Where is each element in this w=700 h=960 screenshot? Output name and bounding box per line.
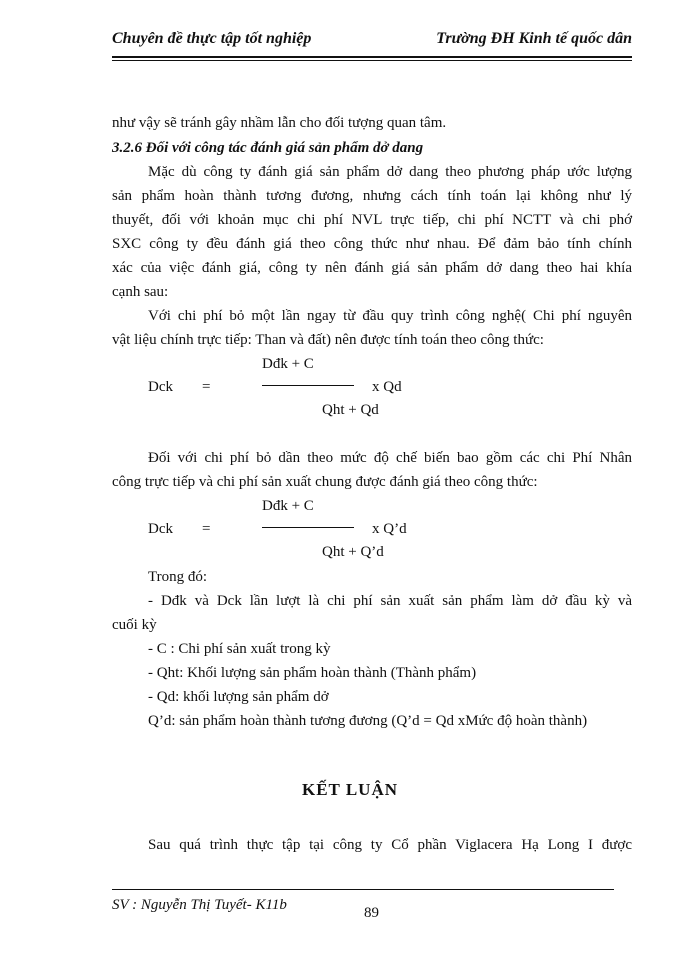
paragraph-1-line: xác của việc đánh giá, công ty nên đánh giá sản phẩm dở dang theo hai khía [112,260,632,276]
definition-line: - Qht: Khối lượng sản phẩm hoàn thành (Thành phẩm) [148,665,477,681]
formula-1-fraction-bar [262,385,354,386]
formula-1-denominator: Qht + Qd [322,402,379,418]
formula-1-numerator: Dđk + C [262,356,314,372]
formula-2-numerator: Dđk + C [262,498,314,514]
header-rule-thick [112,56,632,58]
footer-author: SV : Nguyễn Thị Tuyết- K11b [112,897,287,913]
formula-2-denominator: Qht + Q’d [322,544,384,560]
definition-line: - Qd: khối lượng sản phẩm dở [148,689,329,705]
page-header [112,30,632,56]
where-label: Trong đó: [148,569,208,585]
paragraph-1-line: sản phẩm hoàn thành tương đương, nhưng cách tính toán lại không như lý [112,188,632,204]
header-rule-thin [112,60,632,61]
definition-line: Q’d: sản phẩm hoàn thành tương đương (Q’d = Qd xMức độ hoàn thành) [148,713,588,729]
conclusion-paragraph-line: Sau quá trình thực tập tại công ty Cổ phần Viglacera Hạ Long I được [148,837,632,853]
formula-1-equals: = [202,379,211,395]
header-left-title: Chuyên đề thực tập tốt nghiệp [112,30,312,47]
section-heading: 3.2.6 Đối với công tác đánh giá sản phẩm dở dang [112,140,424,156]
paragraph-1-line: Mặc dù công ty đánh giá sản phẩm dở dang theo phương pháp ước lượng [148,164,632,180]
header-right-title: Trường ĐH Kinh tế quốc dân [436,30,632,47]
formula-2-multiplier: x Q’d [372,521,407,537]
footer-rule [112,889,614,890]
paragraph-1-line: cạnh sau: [112,284,169,300]
formula-1-lhs: Dck [148,379,173,395]
paragraph-1-line: thuyết, đối với khoản mục chi phí NVL trực tiếp, chi phí NCTT và chi phớ [112,212,632,228]
paragraph-intro-line: như vậy sẽ tránh gây nhầm lẫn cho đối tượng quan tâm. [112,115,447,131]
paragraph-2-line: Với chi phí bỏ một lần ngay từ đầu quy trình công nghệ( Chi phí nguyên [148,308,632,324]
paragraph-2-line: vật liệu chính trực tiếp: Than và đất) nên được tính toán theo công thức: [112,332,544,348]
formula-2-fraction-bar [262,527,354,528]
formula-1-multiplier: x Qd [372,379,402,395]
page-number: 89 [364,905,379,921]
paragraph-1-line: SXC công ty đều đánh giá theo công thức như nhau. Để đảm bảo tính chính [112,236,632,252]
definition-line: cuối kỳ [112,617,157,633]
formula-2-lhs: Dck [148,521,173,537]
paragraph-3-line: Đối với chi phí bỏ dần theo mức độ chế biến bao gồm các chi Phí Nhân [148,450,632,466]
definition-line: - C : Chi phí sản xuất trong kỳ [148,641,331,657]
formula-2-equals: = [202,521,211,537]
paragraph-3-line: công trực tiếp và chi phí sản xuất chung được đánh giá theo công thức: [112,474,538,490]
definition-line: - Dđk và Dck lần lượt là chi phí sản xuất sản phẩm làm dở đầu kỳ và [148,593,632,609]
conclusion-title: KẾT LUẬN [301,780,398,799]
